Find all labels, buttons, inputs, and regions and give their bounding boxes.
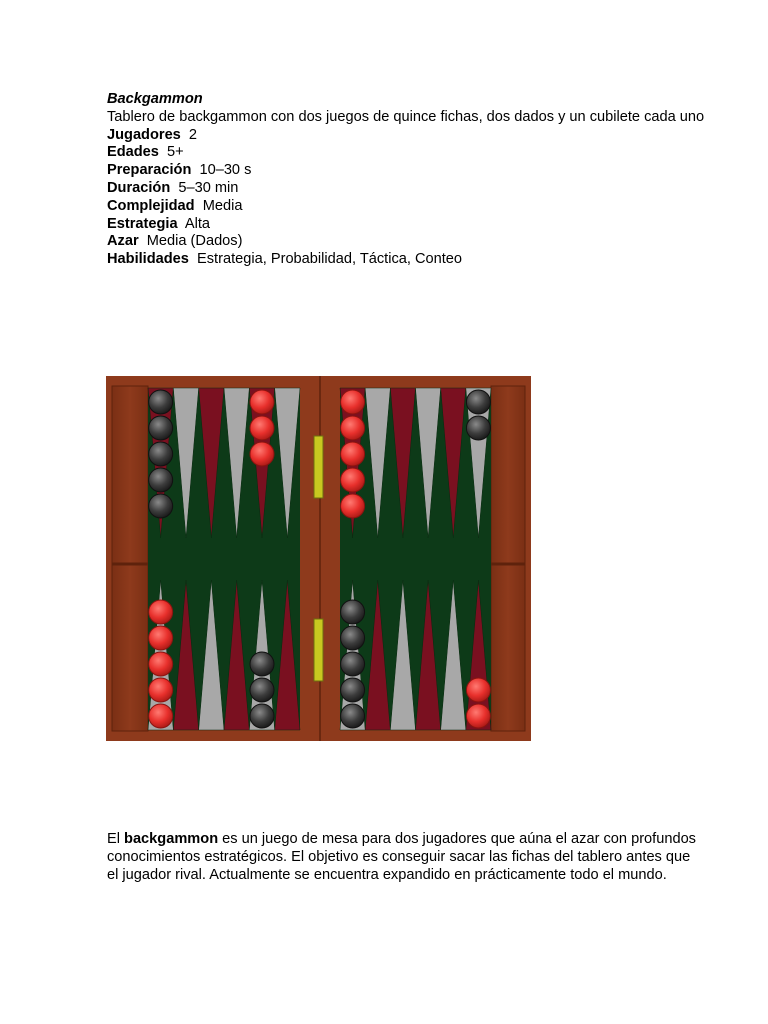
attribute-label: Preparación (107, 162, 192, 179)
black-checker (341, 704, 365, 728)
red-checker (466, 678, 490, 702)
black-checker (149, 442, 173, 466)
red-checker (466, 704, 490, 728)
black-checker (466, 390, 490, 414)
attribute-value: 2 (188, 126, 198, 143)
black-checker (341, 626, 365, 650)
attribute-row (107, 162, 707, 180)
red-checker (250, 442, 274, 466)
intro-paragraph (107, 831, 697, 884)
black-checker (250, 704, 274, 728)
attribute-label: Estrategia (107, 215, 178, 232)
paragraph-prefix: El (107, 831, 125, 847)
attribute-row (107, 233, 707, 251)
red-checker (149, 704, 173, 728)
black-checker (149, 390, 173, 414)
attribute-label: Duración (107, 179, 171, 196)
felt-left (148, 388, 300, 730)
attribute-row (107, 216, 707, 234)
black-checker (341, 600, 365, 624)
attribute-list (107, 127, 707, 269)
backgammon-board-image (106, 376, 531, 741)
attribute-row (107, 251, 707, 269)
black-checker (250, 652, 274, 676)
game-description: Tablero de backgammon con dos juegos de quince fichas, dos dados y un cubilete cada uno (107, 108, 705, 125)
red-checker (341, 468, 365, 492)
attribute-row (107, 127, 707, 145)
attribute-value: Alta (184, 215, 211, 232)
red-checker (341, 416, 365, 440)
red-checker (341, 442, 365, 466)
left-tray (112, 386, 148, 731)
black-checker (466, 416, 490, 440)
backgammon-board (106, 376, 531, 741)
attribute-value: 5–30 min (178, 179, 239, 196)
felt-right (340, 388, 491, 730)
game-info (107, 91, 707, 269)
attribute-label: Complejidad (107, 197, 195, 214)
red-checker (250, 390, 274, 414)
attribute-value: 5+ (167, 144, 184, 161)
attribute-value: 10–30 s (199, 162, 252, 179)
attribute-label: Edades (107, 144, 159, 161)
black-checker (149, 468, 173, 492)
attribute-row (107, 180, 707, 198)
black-checker (341, 678, 365, 702)
red-checker (250, 416, 274, 440)
attribute-value: Media (202, 197, 243, 214)
attribute-value: Estrategia, Probabilidad, Táctica, Conteo (197, 251, 463, 268)
attribute-row (107, 198, 707, 216)
black-checker (149, 416, 173, 440)
attribute-label: Jugadores (107, 126, 181, 143)
hinge-bottom (314, 619, 323, 681)
game-title: Backgammon (107, 91, 203, 107)
red-checker (341, 390, 365, 414)
black-checker (149, 494, 173, 518)
attribute-label: Azar (107, 233, 139, 250)
black-checker (250, 678, 274, 702)
black-checker (341, 652, 365, 676)
attribute-label: Habilidades (107, 251, 189, 268)
red-checker (149, 626, 173, 650)
paragraph-bold-term: backgammon (124, 831, 219, 847)
hinge-top (314, 436, 323, 498)
right-tray (491, 386, 525, 731)
red-checker (341, 494, 365, 518)
red-checker (149, 678, 173, 702)
attribute-row (107, 144, 707, 162)
red-checker (149, 600, 173, 624)
attribute-value: Media (Dados) (146, 233, 243, 250)
paragraph-text: es un juego de mesa para dos jugadores que aúna el azar con profundos conocimientos estratégicos. El objetivo es conseguir sacar las fichas del tablero antes que el jugador rival. Actualmente se encuentra expandido en prácticamente todo el mundo. (107, 831, 696, 883)
red-checker (149, 652, 173, 676)
